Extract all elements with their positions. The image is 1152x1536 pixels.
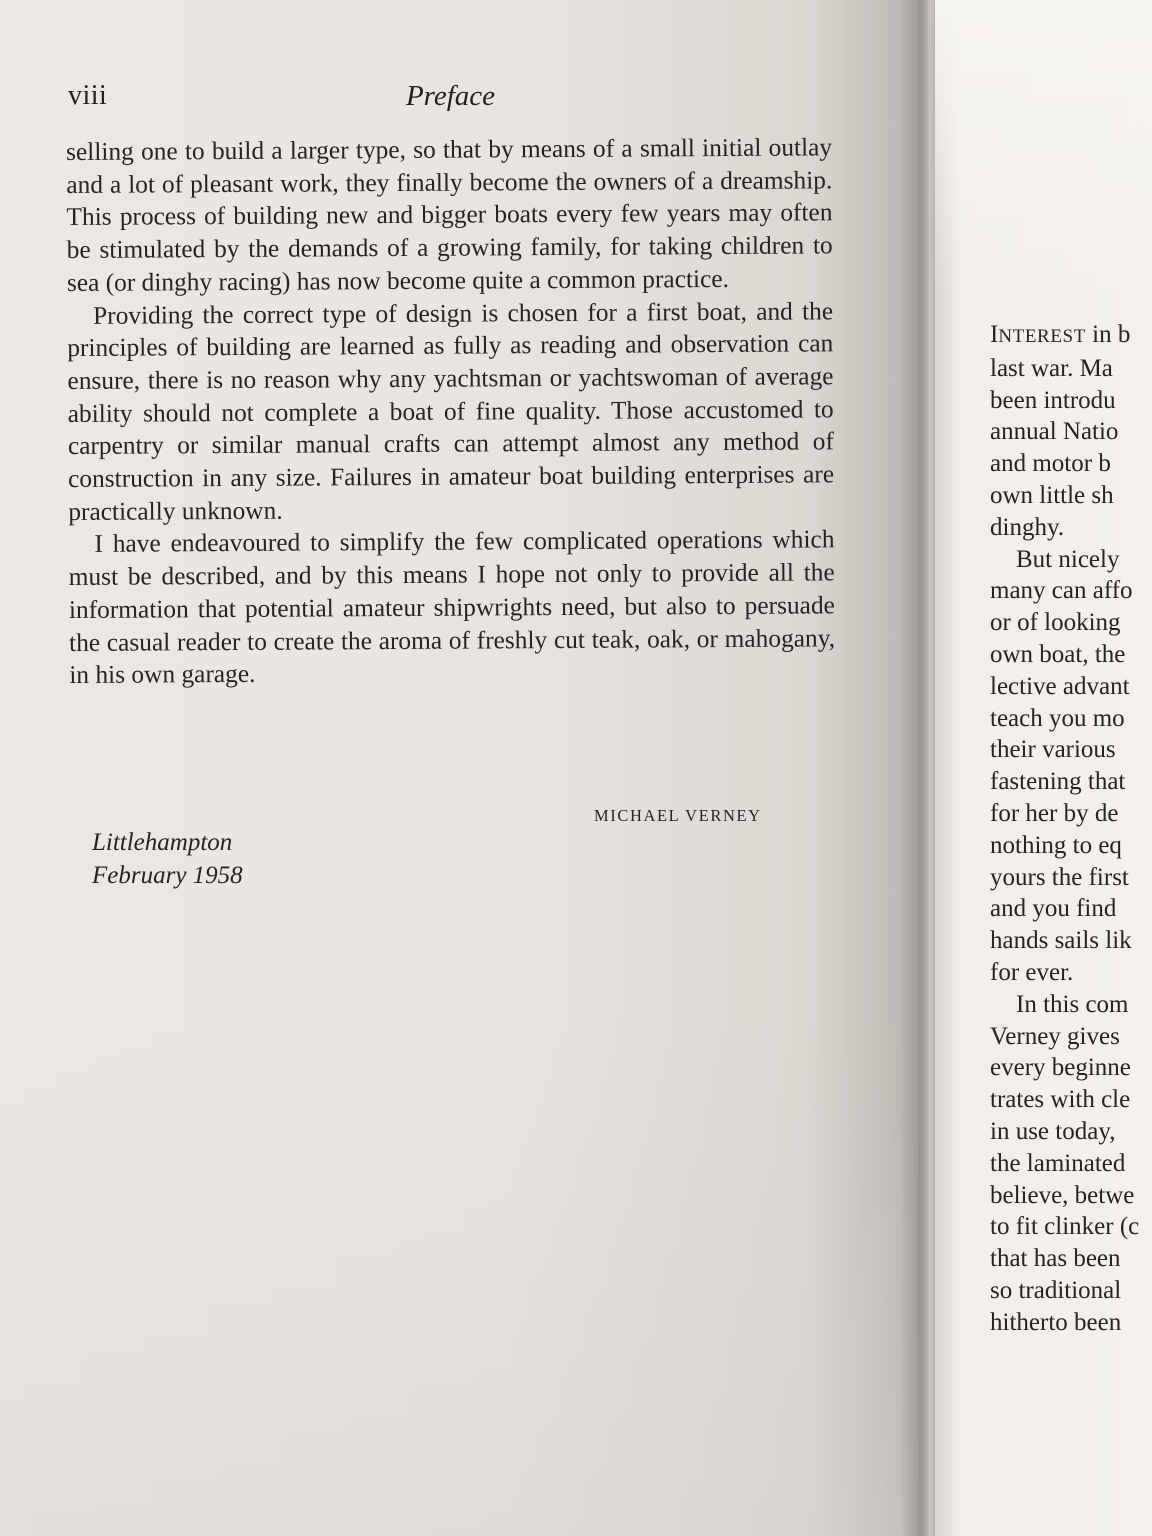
- right-line: trates with cle: [990, 1086, 1131, 1114]
- right-line: hitherto been: [990, 1308, 1122, 1336]
- right-line: believe, betwe: [990, 1181, 1135, 1209]
- right-line: or of looking: [990, 609, 1121, 637]
- page-number: viii: [68, 80, 108, 111]
- right-line: for her by de: [990, 799, 1119, 827]
- right-line: own little sh: [990, 481, 1114, 509]
- right-line: that has been: [990, 1245, 1121, 1273]
- right-line: and motor b: [990, 450, 1111, 478]
- right-line: been introdu: [990, 386, 1116, 414]
- paragraph-1: selling one to build a larger type, so that by means of a small initial outlay and a lot of pleasant work, they finally become the owners of a dreamship. This process of building new and bigger boats every few years may often be stimulated by the demands of a growing family, for taking children to sea (or dinghy racing) has now become quite a common practice.: [66, 133, 833, 297]
- right-line-1-text: in b: [1085, 321, 1131, 348]
- author-signature: MICHAEL VERNEY: [594, 806, 762, 825]
- right-line: teach you mo: [990, 704, 1125, 732]
- right-line: last war. Ma: [990, 354, 1113, 382]
- right-line-1: [990, 319, 1152, 353]
- right-line: annual Natio: [990, 418, 1119, 446]
- right-line: so traditional: [990, 1276, 1122, 1304]
- first-word-initial: I: [990, 321, 999, 348]
- date: February 1958: [92, 862, 243, 889]
- right-line: in use today,: [990, 1117, 1116, 1145]
- running-head: [68, 80, 833, 120]
- running-title: Preface: [405, 80, 496, 112]
- right-line: hands sails lik: [990, 927, 1132, 955]
- first-word-rest: NTEREST: [998, 326, 1086, 347]
- right-line: and you find: [990, 895, 1117, 923]
- place-and-date: [92, 826, 243, 892]
- right-line: nothing to eq: [990, 831, 1122, 859]
- paragraph-2: Providing the correct type of design is chosen for a first boat, and the principles of building are learned as fully as reading and observation can ensure, there is no reason why any yachtsman or yachtswoman of average ability should not complete a boat of fine quality. Those accustomed to carpentry or similar manual crafts can attempt almost any method of construction in any size. Failures in amateur boat building enterprises are practically unknown.: [67, 296, 835, 526]
- right-line: yours the first: [990, 863, 1129, 891]
- right-line: In this com: [1016, 990, 1129, 1018]
- right-line: Verney gives: [990, 1022, 1120, 1050]
- right-line: lective advant: [990, 672, 1130, 700]
- right-line: their various: [990, 736, 1116, 764]
- right-line: to fit clinker (c: [990, 1213, 1140, 1241]
- preface-body: [66, 131, 835, 692]
- right-line: own boat, the: [990, 640, 1126, 668]
- right-line: dinghy.: [990, 513, 1065, 541]
- right-line: the laminated: [990, 1149, 1126, 1177]
- place: Littlehampton: [92, 829, 233, 856]
- right-line: fastening that: [990, 768, 1126, 796]
- right-page-text: [990, 319, 1152, 1339]
- right-line: But nicely: [1016, 545, 1120, 573]
- right-line: every beginne: [990, 1054, 1131, 1082]
- paragraph-3: I have endeavoured to simplify the few complicated operations which must be described, and by this means I hope not only to provide all the information that potential amateur shipwrights need, but also to persuade the casual reader to create the aroma of freshly cut teak, oak, or mahogany, in his own garage.: [68, 525, 836, 690]
- right-line: many can affo: [990, 577, 1133, 605]
- right-line: for ever.: [990, 958, 1074, 986]
